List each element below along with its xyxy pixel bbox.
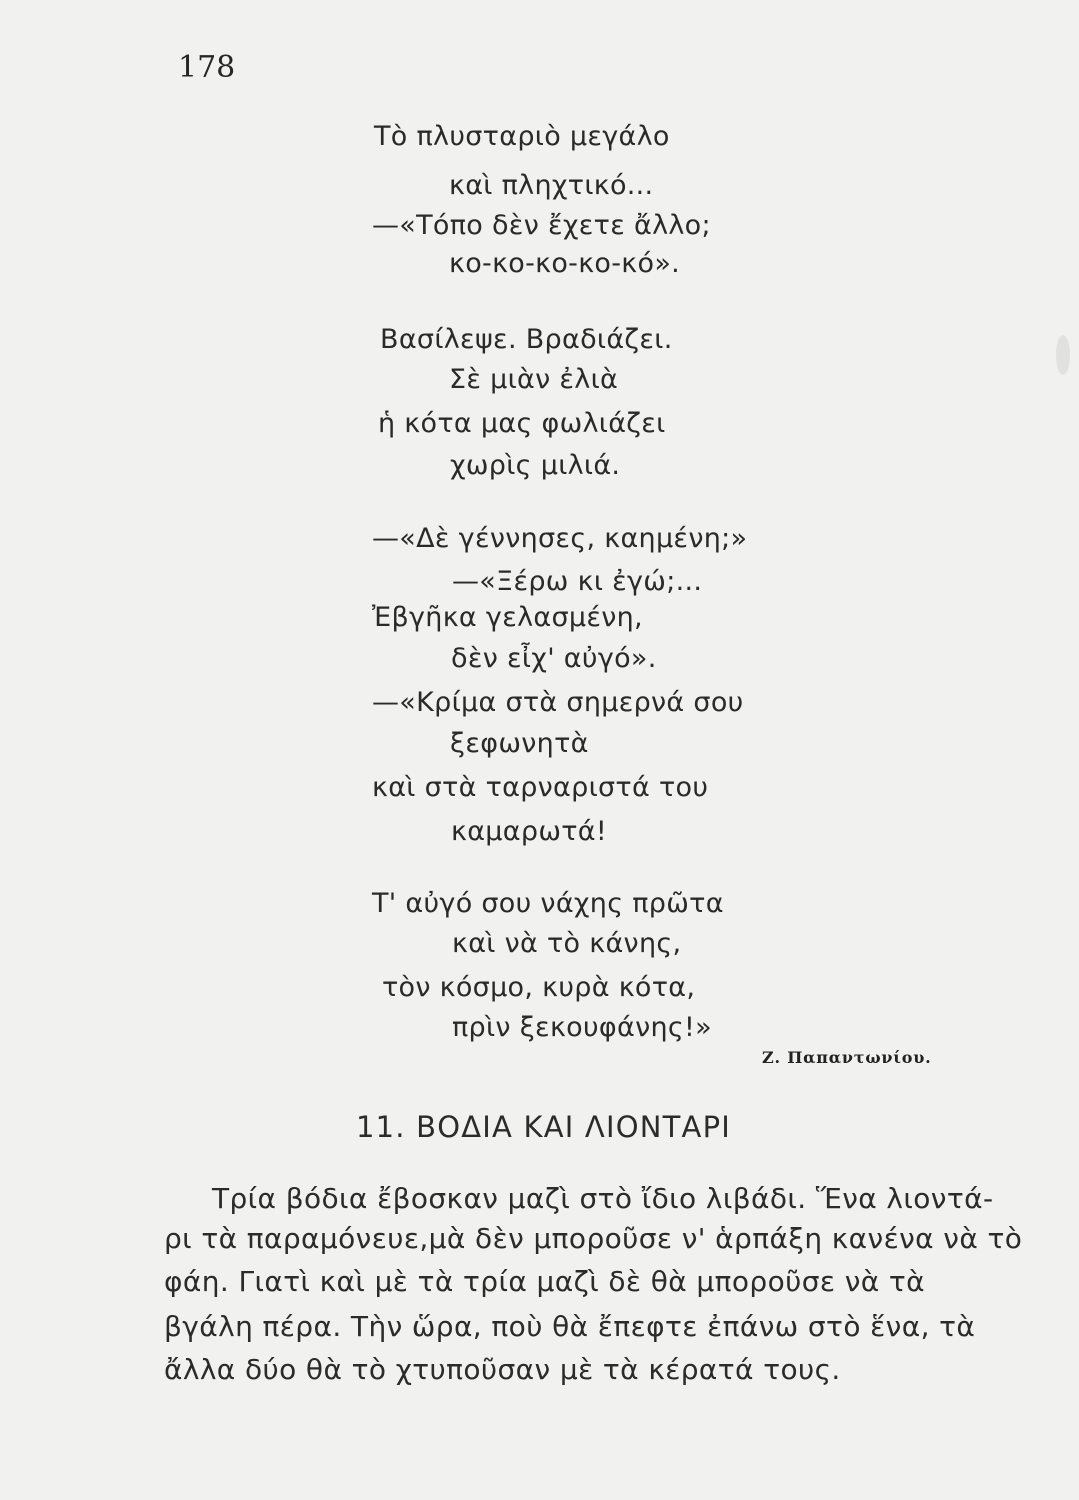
section-title: 11. ΒΟΔΙΑ ΚΑΙ ΛΙΟΝΤΑΡΙ (356, 1110, 732, 1144)
poem-line: χωρὶς μιλιά. (450, 450, 621, 481)
poem-line: καὶ νὰ τὸ κάνης, (452, 928, 682, 959)
page-number: 178 (178, 50, 236, 85)
poem-line: Ἐβγῆκα γελασμένη, (372, 602, 643, 633)
poem-line: τὸν κόσμο, κυρὰ κότα, (382, 972, 696, 1003)
prose-line: φάη. Γιατὶ καὶ μὲ τὰ τρία μαζὶ δὲ θὰ μποροῦσε νὰ τὰ (164, 1265, 926, 1298)
poem-line: —«Τόπο δὲν ἔχετε ἄλλο; (372, 210, 711, 241)
poem-line: —«Ξέρω κι ἐγώ;... (452, 566, 703, 597)
poem-line: κο-κο-κο-κο-κό». (449, 248, 681, 279)
poem-line: καὶ πληχτικό... (449, 170, 654, 201)
prose-line: βγάλη πέρα. Τὴν ὥρα, ποὺ θὰ ἔπεφτε ἐπάνω στὸ ἕνα, τὰ (164, 1310, 976, 1343)
poem-line: δὲν εἶχ' αὐγό». (451, 643, 657, 674)
poem-line: Βασίλεψε. Βραδιάζει. (380, 324, 673, 355)
prose-line: Τρία βόδια ἔβοσκαν μαζὶ στὸ ἴδιο λιβάδι. Ἕνα λιοντά- (212, 1182, 994, 1215)
poem-author: Ζ. Παπαντωνίου. (762, 1048, 932, 1067)
prose-line: ἄλλα δύο θὰ τὸ χτυποῦσαν μὲ τὰ κέρατά τους. (164, 1353, 841, 1386)
paper-smudge (1056, 335, 1070, 375)
poem-line: καμαρωτά! (451, 816, 608, 847)
poem-line: ξεφωνητὰ (450, 728, 589, 759)
prose-line: ρι τὰ παραμόνευε,μὰ δὲν μποροῦσε ν' ἁρπάξη κανένα νὰ τὸ (164, 1222, 1023, 1255)
poem-line: —«Δὲ γέννησες, καημένη;» (372, 523, 748, 554)
poem-line: Σὲ μιὰν ἐλιὰ (449, 364, 619, 395)
poem-line: Τὸ πλυσταριὸ μεγάλο (374, 121, 670, 152)
poem-line: ἡ κότα μας φωλιάζει (378, 408, 666, 439)
poem-line: —«Κρίμα στὰ σημερνά σου (372, 687, 744, 718)
poem-line: πρὶν ξεκουφάνης!» (452, 1012, 712, 1043)
poem-line: καὶ στὰ ταρναριστά του (372, 772, 709, 803)
poem-line: Τ' αὐγό σου νάχης πρῶτα (372, 888, 724, 919)
